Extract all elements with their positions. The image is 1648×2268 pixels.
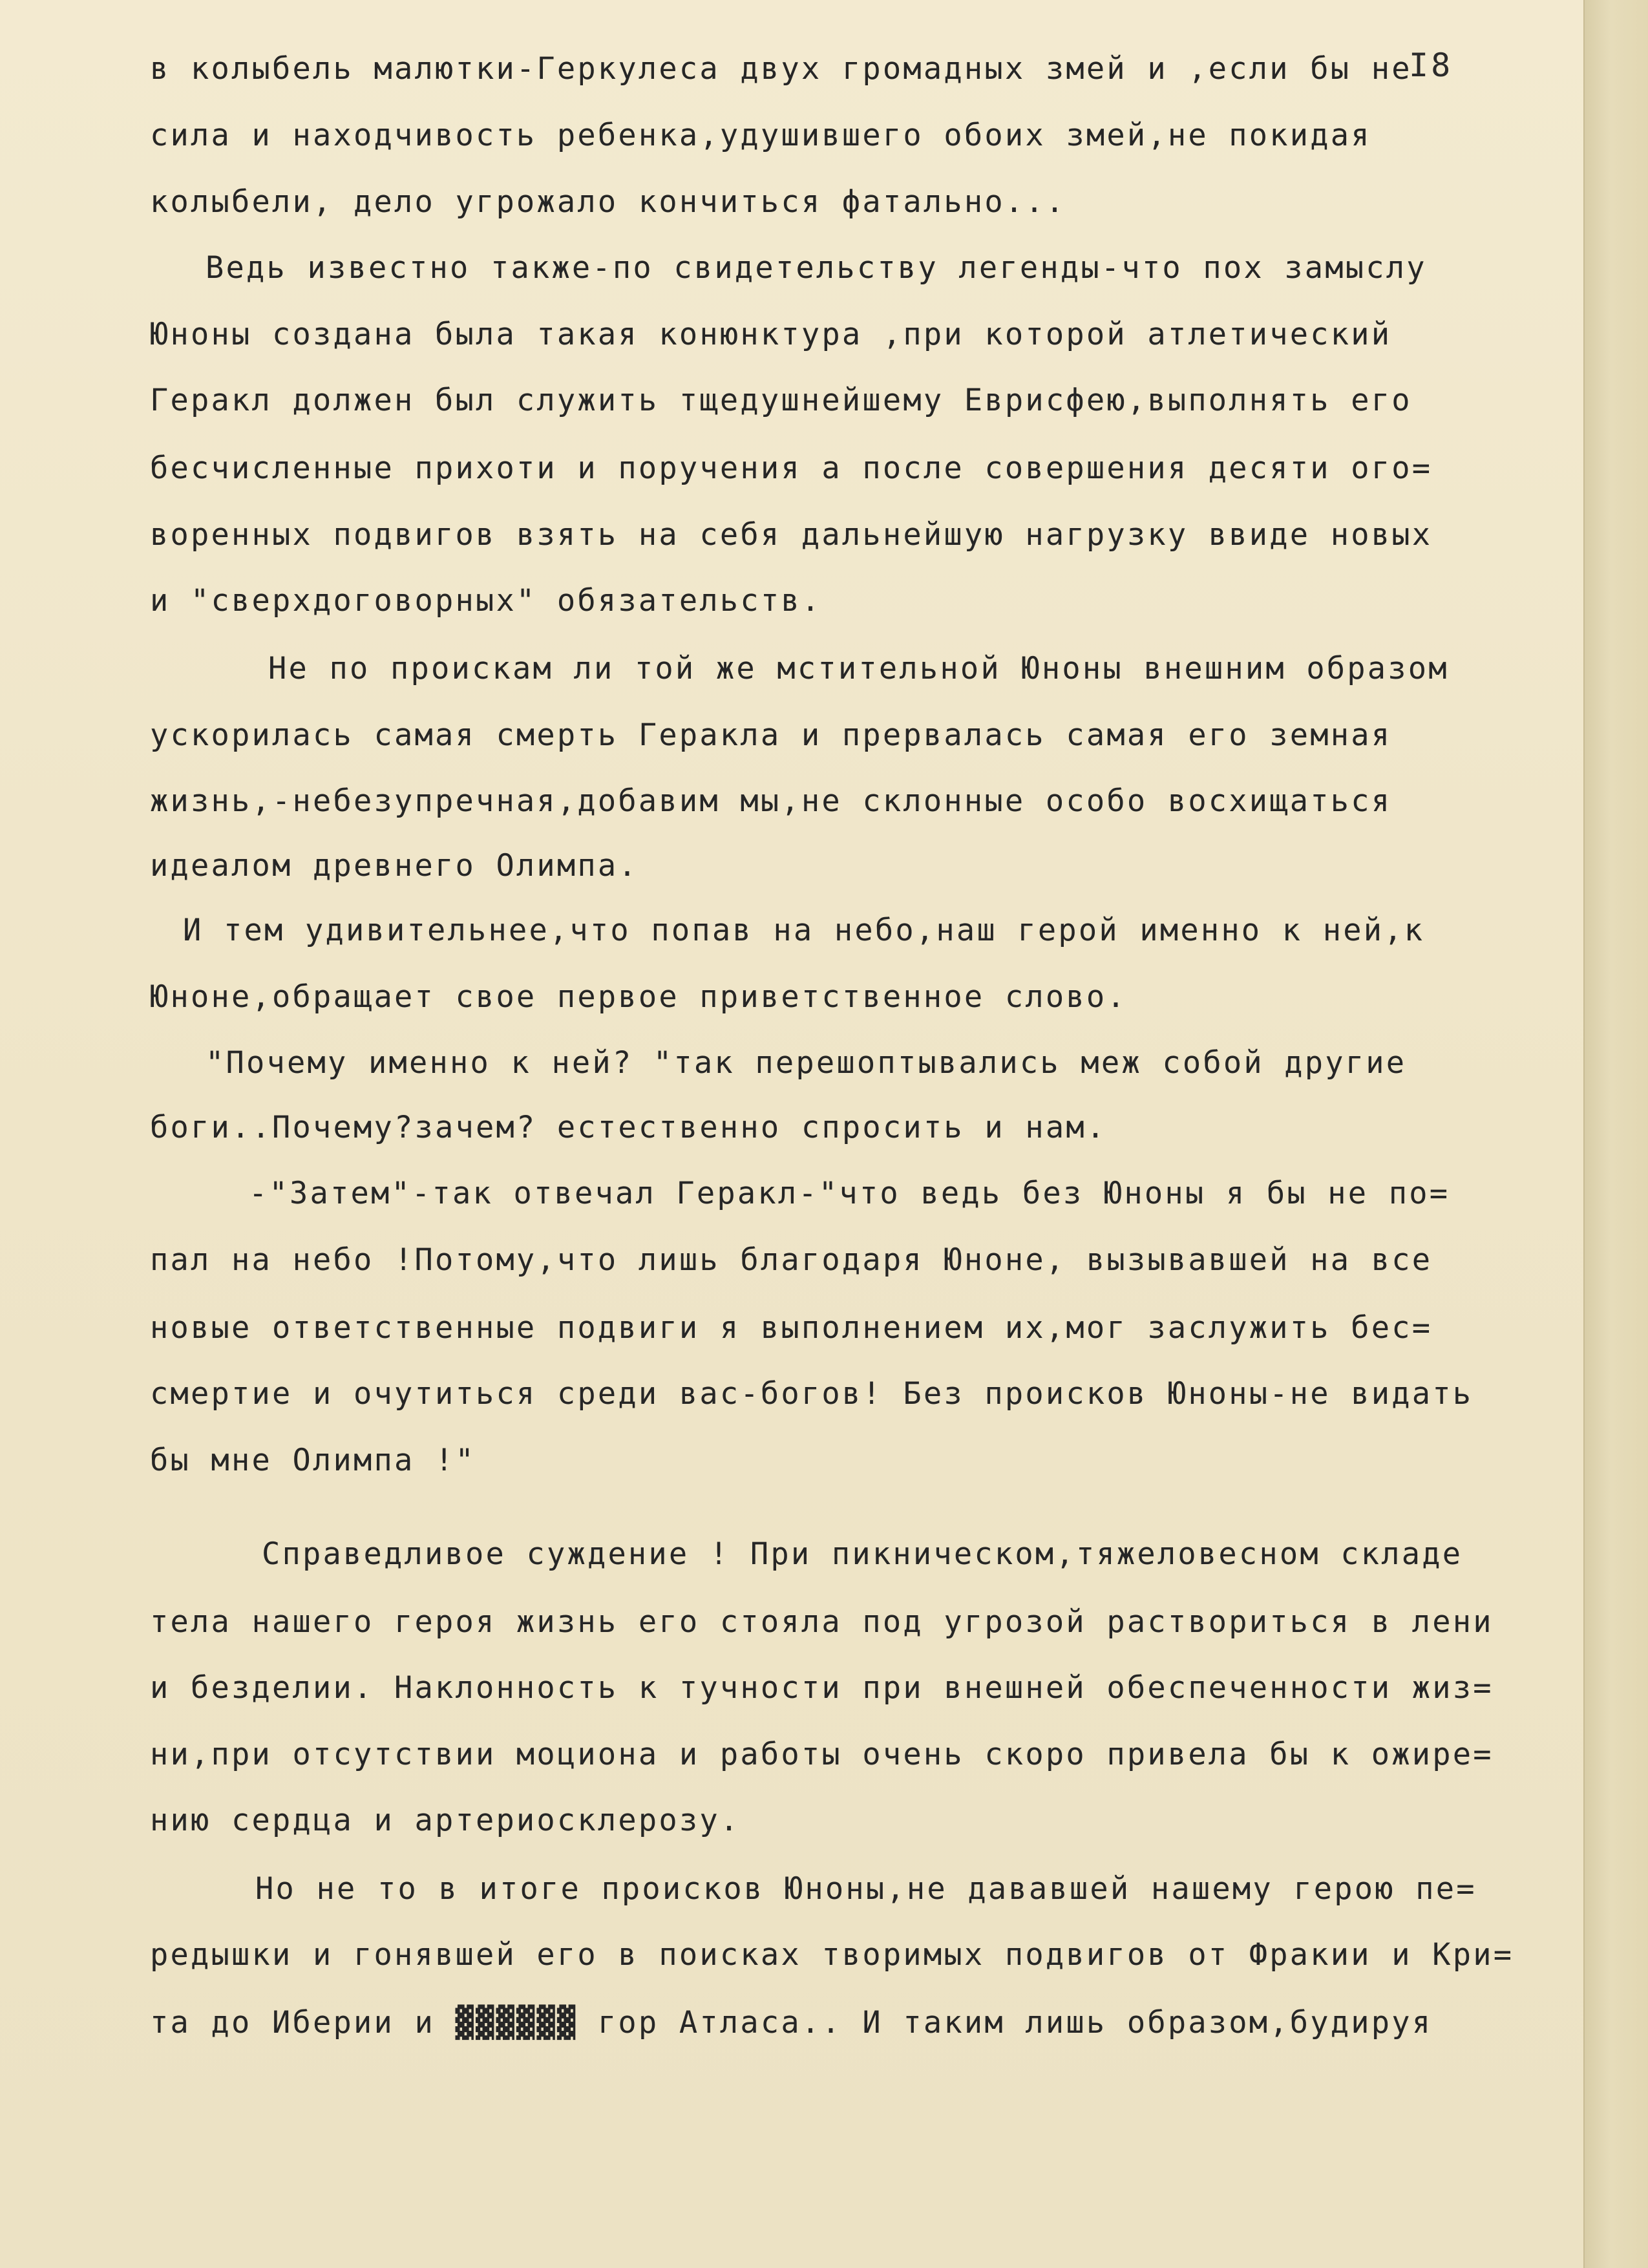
text-line: Справедливое суждение ! При пикническом,тяжеловесном складе (262, 1536, 1463, 1572)
text-line: бесчисленные прихоти и поручения а после совершения десяти ого= (150, 450, 1433, 486)
text-line: ни,при отсутствии моциона и работы очень скоро привела бы к ожире= (150, 1737, 1494, 1772)
page-number: I8 (1409, 47, 1453, 84)
text-line: колыбели, дело угрожало кончиться фатально... (150, 184, 1066, 220)
text-line: Но не то в итоге происков Юноны,не дававшей нашему герою пе= (255, 1871, 1477, 1907)
text-line: Не по проискам ли той же мстительной Юноны внешним образом (268, 651, 1449, 686)
page-edge-strip (1583, 0, 1648, 2268)
text-line: нию сердца и артериосклерозу. (150, 1803, 741, 1838)
text-line: новые ответственные подвиги я выполнением их,мог заслужить бес= (150, 1310, 1433, 1346)
text-line: сила и находчивость ребенка,удушившего обоих змей,не покидая (150, 118, 1371, 153)
text-line: пал на небо !Потому,что лишь благодаря Юноне, вызывавшей на все (150, 1242, 1433, 1278)
text-line: ускорилась самая смерть Геракла и прервалась самая его земная (150, 717, 1392, 753)
text-line: в колыбель малютки-Геркулеса двух громадных змей и ,если бы не (150, 51, 1412, 87)
text-line: тела нашего героя жизнь его стояла под угрозой раствориться в лени (150, 1604, 1494, 1640)
text-line: идеалом древнего Олимпа. (150, 848, 639, 884)
text-line: -"Затем"-так отвечал Геракл-"что ведь без Юноны я бы не по= (249, 1176, 1450, 1211)
text-line: И тем удивительнее,что попав на небо,наш герой именно к ней,к (183, 913, 1425, 948)
text-line: Юноны создана была такая конюнктура ,при которой атлетический (150, 317, 1392, 352)
text-line: Ведь известно также-по свидетельству легенды-что пох замыслу (206, 250, 1427, 286)
text-line: и "сверхдоговорных" обязательств. (150, 583, 822, 619)
text-line: Юноне,обращает свое первое приветственное слово. (150, 979, 1127, 1015)
text-line: та до Иберии и ▓▓▓▓▓▓ гор Атласа.. И таким лишь образом,будируя (150, 2005, 1433, 2040)
text-line: бы мне Олимпа !" (150, 1443, 476, 1478)
text-line: Геракл должен был служить тщедушнейшему Еврисфею,выполнять его (150, 383, 1412, 418)
text-line: боги..Почему?зачем? естественно спросить и нам. (150, 1110, 1107, 1145)
text-line: редышки и гонявшей его в поисках творимых подвигов от Фракии и Кри= (150, 1937, 1514, 1973)
text-line: смертие и очутиться среди вас-богов! Без происков Юноны-не видать (150, 1376, 1474, 1412)
text-line: "Почему именно к ней? "так перешоптывались меж собой другие (206, 1045, 1407, 1081)
text-line: жизнь,-небезупречная,добавим мы,не склонные особо восхищаться (150, 783, 1392, 819)
text-line: и безделии. Наклонность к тучности при внешней обеспеченности жиз= (150, 1670, 1494, 1706)
text-line: воренных подвигов взять на себя дальнейшую нагрузку ввиде новых (150, 517, 1433, 553)
